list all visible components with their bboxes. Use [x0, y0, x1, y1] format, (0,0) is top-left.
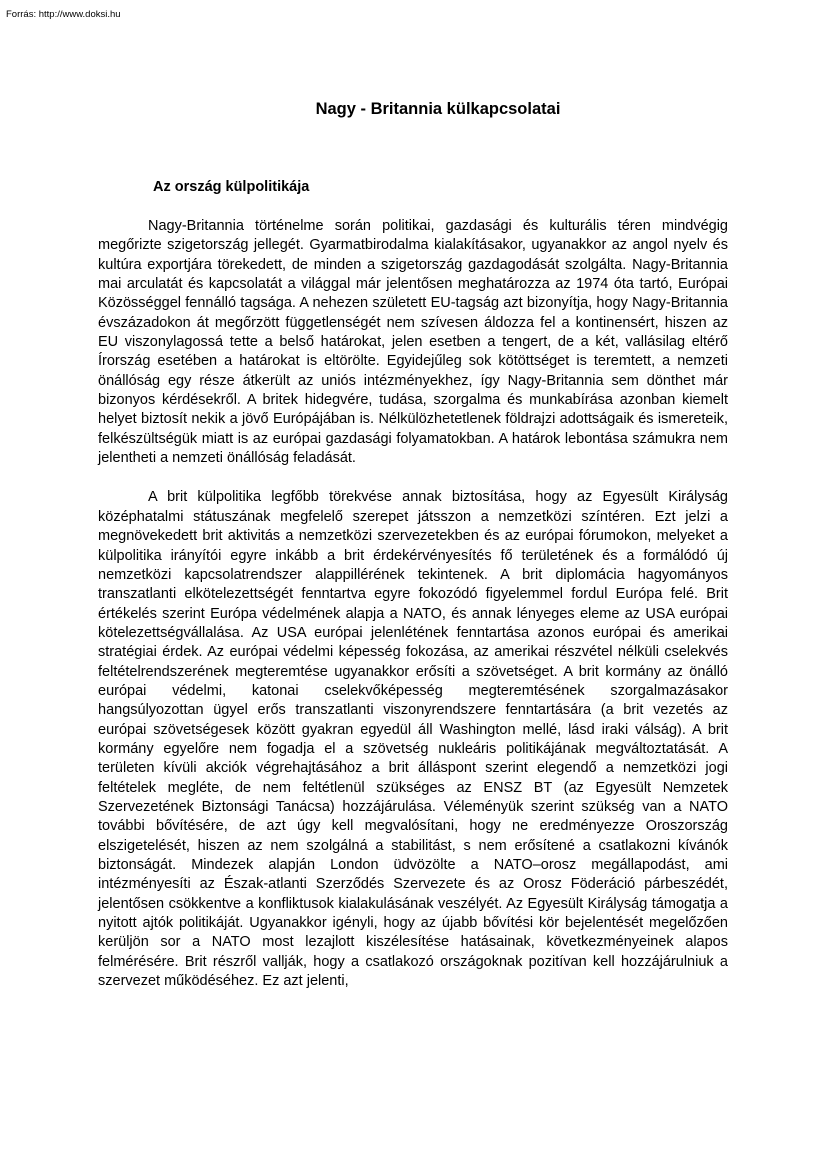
- document-title: Nagy - Britannia külkapcsolatai: [315, 100, 561, 118]
- source-line: Forrás: http://www.doksi.hu: [6, 9, 121, 20]
- paragraph: A brit külpolitika legfőbb törekvése annak biztosítása, hogy az Egyesült Királyság középhatalmi státuszának megfelelő szerepet játsszon a nemzetközi színtéren. Ezt jelzi a megnövekedett brit aktivitás a nemzetközi szervezetekben és az európai fórumokon, melyeket a külpolitika irányítói egyre inkább a brit érdekérvényesítés fő területének és a formálódó új nemzetközi kapcsolatrendszer alappillérének tekintenek. A brit diplomácia hagyományos transzatlanti elkötelezettségét fenntartva egyre fokozódó figyelemmel fordul Európa felé. Brit értékelés szerint Európa védelmének alapja a NATO, és annak lényeges eleme az USA európai kötelezettségvállalása. Az USA európai jelenlétének fenntartása azonos európai és amerikai stratégiai érdek. Az európai védelmi képesség fokozása, az amerikai részvétel nélküli cselekvés feltételrendszerének megteremtése ugyanakkor erősíti a szövetséget. A brit kormány az önálló európai védelmi, katonai cselekvőképesség megteremtésének szorgalmazásakor hangsúlyozottan ügyel erős transzatlanti viszonyrendszere fenntartására (a brit vezetés az európai szövetségesek között gyakran egyedül áll Washington mellé, lásd iraki válság). A brit kormány egyelőre nem fogadja el a szövetség nukleáris politikájának megváltoztatását. A területen kívüli akciók végrehajtásához a brit álláspont szerint elegendő a nemzetközi jogi feltételek megléte, de nem feltétlenül szükséges az ENSZ BT (az Egyesült Nemzetek Szervezetének Biztonsági Tanácsa) hozzájárulása. Véleményük szerint szükség van a NATO további bővítésére, de azt úgy kell megvalósítani, hogy ne eredményezze Oroszország elszigetelését, hiszen az nem szolgálná a stabilitást, s nem erősítené a csatlakozni kívánók biztonságát. Mindezek alapján London üdvözölte a NATO–orosz megállapodást, ami intézményesíti az Észak-atlanti Szerződés Szervezete és az Orosz Föderáció párbeszédét, jelentősen csökkentve a konfliktusok kialakulásának veszélyét. Az Egyesült Királyság támogatja a nyitott ajtók politikáját. Ugyanakkor igényli, hogy az újabb bővítési kör bejelentését megelőzően kerüljön sor a NATO most lezajlott kiszélesítése hatásainak, következményeinek alapos felmérésére. Brit részről vallják, hogy a csatlakozó országoknak pozitívan kell hozzájárulniuk a szervezet működéséhez. Ez azt jelenti,: [98, 489, 728, 990]
- section-heading: Az ország külpolitikája: [153, 179, 310, 195]
- paragraph: Nagy-Britannia történelme során politikai, gazdasági és kulturális téren mindvégig megőrizte szigetország jellegét. Gyarmatbirodalma kialakításakor, ugyanakkor az angol nyelv és kultúra exportjára törekedett, de minden a szigetország gazdagodását szolgálta. Nagy-Britannia mai arculatát és kapcsolatát a világgal már jelentősen meghatározza az 1974 óta tartó, Európai Közösséggel fennálló tagsága. A nehezen született EU-tagság azt bizonyítja, hogy Nagy-Britannia évszázadokon át megőrzött függetlenségét nem szívesen áldozza fel a kontinensért, hiszen az EU viszonylagossá tette a belső határokat, jelen esetben a tengert, de a két, vallásilag eltérő Írország esetében a határokat is eltörölte. Egyidejűleg sok kötöttséget is teremtett, a nemzeti önállóság egy része átkerült az uniós intézményekhez, így Nagy-Britannia sem dönthet már bizonyos kérdésekről. A britek hidegvére, tudása, szorgalma és munkabírása azonban kiemelt helyet biztosít nekik a jövő Európájában is. Nélkülözhetetlenek földrajzi adottságaik és ismereteik, felkészültségük miatt is az európai gazdasági folyamatokban. A határok lebontása számukra nem jelentheti a nemzeti önállóság feladását.: [98, 218, 728, 467]
- body-text: [98, 217, 728, 1011]
